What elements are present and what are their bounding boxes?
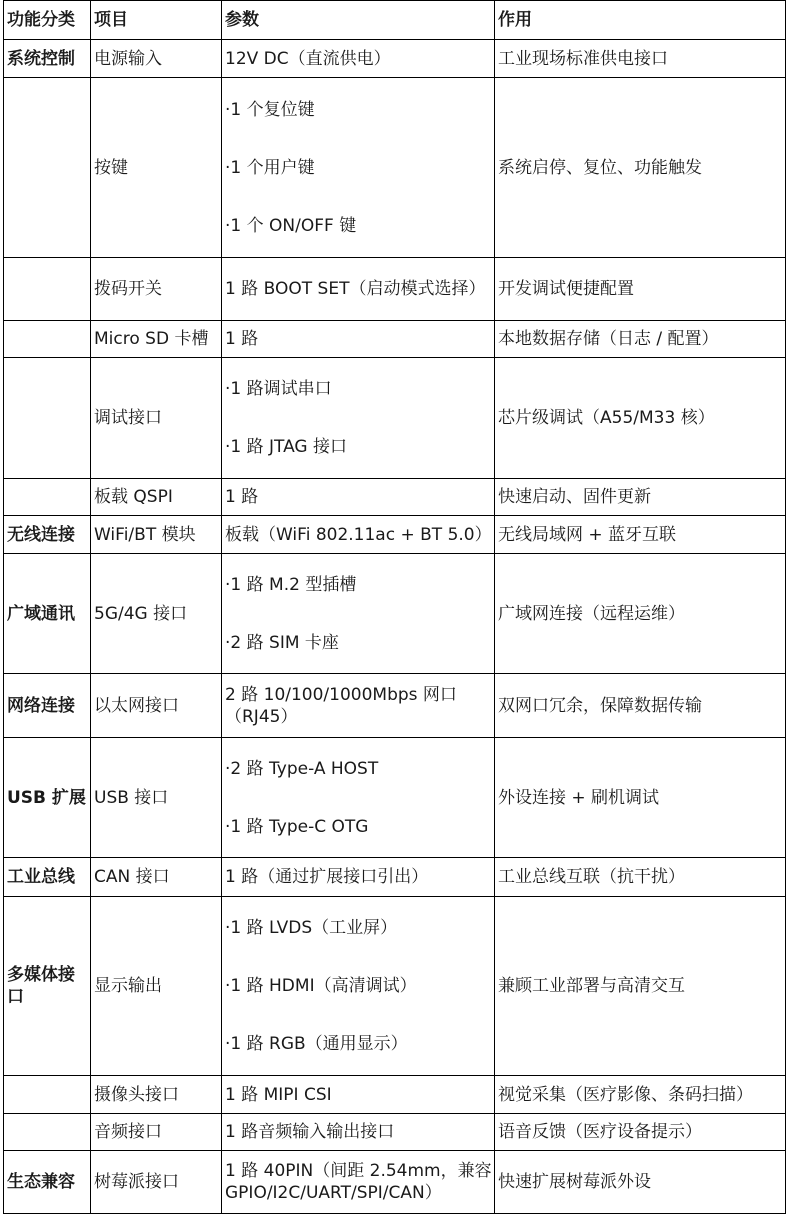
purpose-cell: 广域网连接（远程运维） [495,554,786,674]
param-line: ·2 路 Type-A HOST [225,758,379,779]
category-cell [4,78,91,258]
category-cell: 生态兼容 [4,1151,91,1214]
param-line: 1 路 MIPI CSI [225,1084,332,1105]
purpose-cell: 系统启停、复位、功能触发 [495,78,786,258]
category-cell: USB 扩展 [4,738,91,858]
purpose-cell: 无线局域网 + 蓝牙互联 [495,516,786,554]
param-line: 1 路 [225,487,259,507]
item-cell: 电源输入 [91,40,222,78]
param-line: ·1 路 LVDS（工业屏） [225,918,398,938]
param-line: ·1 个用户键 [225,157,315,178]
table-row [4,321,786,358]
header-row [4,1,786,40]
category-cell: 网络连接 [4,674,91,738]
params-cell [222,258,495,321]
param-line: ·1 路 RGB（通用显示） [225,1034,408,1054]
params-cell [222,40,495,78]
purpose-cell: 兼顾工业部署与高清交互 [495,897,786,1076]
table-row [4,1114,786,1151]
params-cell [222,358,495,479]
purpose-cell: 双网口冗余，保障数据传输 [495,674,786,738]
item-cell: 5G/4G 接口 [91,554,222,674]
purpose-cell: 工业现场标准供电接口 [495,40,786,78]
params-cell [222,1114,495,1151]
item-cell: 音频接口 [91,1114,222,1151]
category-cell: 工业总线 [4,858,91,897]
purpose-cell: 快速启动、固件更新 [495,479,786,516]
params-cell [222,516,495,554]
params-cell [222,78,495,258]
category-cell [4,258,91,321]
header-purpose: 作用 [495,1,786,40]
purpose-cell: 快速扩展树莓派外设 [495,1151,786,1214]
spec-table [3,0,786,1214]
param-line: 12V DC（直流供电） [225,48,391,69]
item-cell: WiFi/BT 模块 [91,516,222,554]
item-cell: 调试接口 [91,358,222,479]
table-row [4,479,786,516]
params-cell [222,1076,495,1114]
item-cell: 显示输出 [91,897,222,1076]
category-cell [4,1114,91,1151]
param-line: ·1 路 JTAG 接口 [225,437,348,457]
param-line: 1 路 [225,329,259,349]
item-cell: 按键 [91,78,222,258]
params-cell [222,321,495,358]
param-line: 2 路 10/100/1000Mbps 网口（RJ45） [225,684,457,727]
table-row [4,858,786,897]
param-line: 板载（WiFi 802.11ac + BT 5.0） [225,524,492,545]
header-category: 功能分类 [4,1,91,40]
category-cell: 多媒体接口 [4,897,91,1076]
table-row [4,1151,786,1214]
purpose-cell: 芯片级调试（A55/M33 核） [495,358,786,479]
item-cell: 以太网接口 [91,674,222,738]
header-params: 参数 [222,1,495,40]
params-cell [222,897,495,1076]
item-cell: 树莓派接口 [91,1151,222,1214]
purpose-cell: 本地数据存储（日志 / 配置） [495,321,786,358]
category-cell: 广域通讯 [4,554,91,674]
purpose-cell: 工业总线互联（抗干扰） [495,858,786,897]
table-row [4,738,786,858]
table-row [4,40,786,78]
param-line: ·2 路 SIM 卡座 [225,632,339,653]
item-cell: 拨码开关 [91,258,222,321]
table-row [4,1076,786,1114]
params-cell [222,1151,495,1214]
param-line: ·1 个复位键 [225,99,315,120]
table-row [4,258,786,321]
item-cell: 摄像头接口 [91,1076,222,1114]
category-cell [4,358,91,479]
category-cell: 无线连接 [4,516,91,554]
params-cell [222,858,495,897]
table-row [4,674,786,738]
item-cell: CAN 接口 [91,858,222,897]
table-row [4,358,786,479]
purpose-cell: 视觉采集（医疗影像、条码扫描） [495,1076,786,1114]
param-line: ·1 路 HDMI（高清调试） [225,976,417,996]
param-line: 1 路（通过扩展接口引出） [225,867,429,887]
category-cell [4,321,91,358]
param-line: ·1 路 Type-C OTG [225,816,369,837]
params-cell [222,479,495,516]
param-line: ·1 路调试串口 [225,379,332,399]
purpose-cell: 开发调试便捷配置 [495,258,786,321]
param-line: 1 路 40PIN（间距 2.54mm，兼容 GPIO/I2C/UART/SPI/CAN） [225,1161,492,1203]
category-cell [4,1076,91,1114]
params-cell [222,554,495,674]
table-row [4,78,786,258]
item-cell: 板载 QSPI [91,479,222,516]
category-cell: 系统控制 [4,40,91,78]
purpose-cell: 外设连接 + 刷机调试 [495,738,786,858]
purpose-cell: 语音反馈（医疗设备提示） [495,1114,786,1151]
header-item: 项目 [91,1,222,40]
table-row [4,516,786,554]
item-cell: USB 接口 [91,738,222,858]
params-cell [222,738,495,858]
param-line: ·1 个 ON/OFF 键 [225,215,357,236]
category-cell [4,479,91,516]
item-cell: Micro SD 卡槽 [91,321,222,358]
table-row [4,897,786,1076]
table-row [4,554,786,674]
param-line: 1 路音频输入输出接口 [225,1122,395,1142]
param-line: ·1 路 M.2 型插槽 [225,574,357,595]
param-line: 1 路 BOOT SET（启动模式选择） [225,279,486,299]
params-cell [222,674,495,738]
